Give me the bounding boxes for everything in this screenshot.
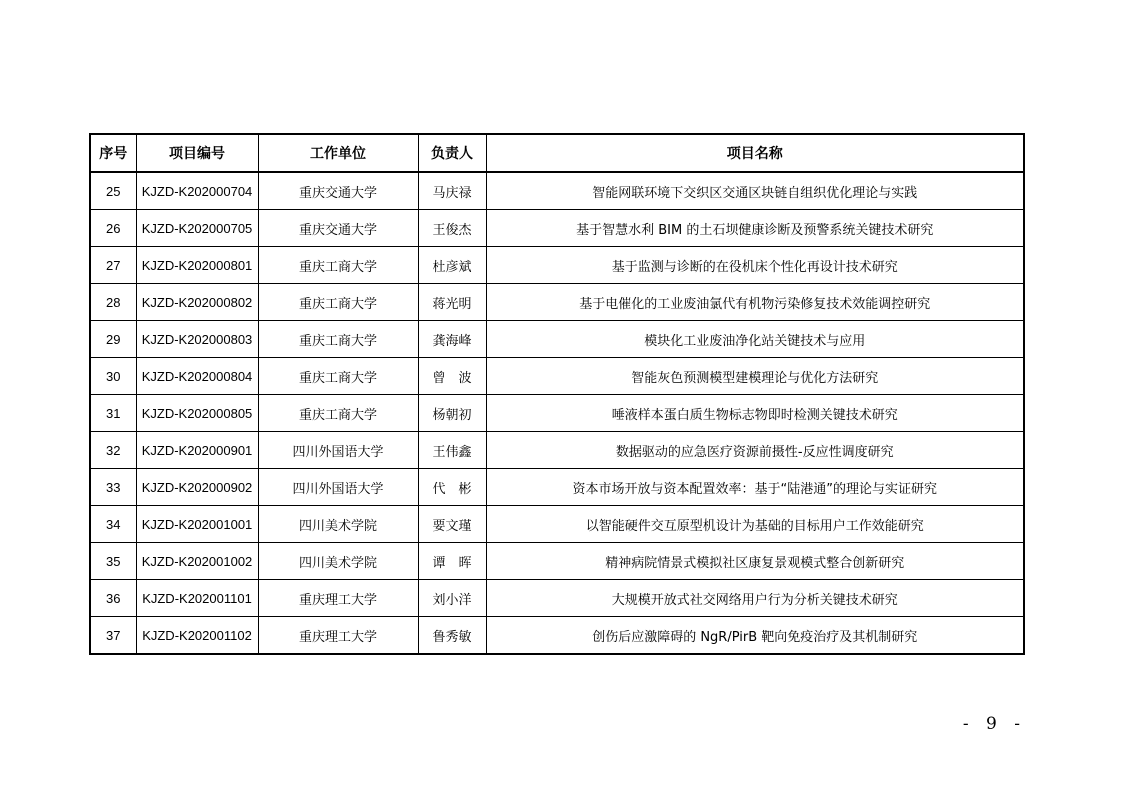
- institution-cell: 重庆工商大学: [258, 395, 418, 432]
- serial-cell: 34: [90, 506, 136, 543]
- table-row: [90, 284, 1024, 321]
- project-code-cell: KJZD-K202001101: [136, 580, 258, 617]
- project-code-cell: KJZD-K202000803: [136, 321, 258, 358]
- institution-cell: 重庆工商大学: [258, 247, 418, 284]
- serial-cell: 31: [90, 395, 136, 432]
- project-name-cell: 模块化工业废油净化站关键技术与应用: [486, 321, 1024, 358]
- table-row: [90, 543, 1024, 580]
- leader-cell: 曾 波: [418, 358, 486, 395]
- table-row: [90, 617, 1024, 655]
- header-project-code: 项目编号: [136, 134, 258, 172]
- table-row: [90, 506, 1024, 543]
- table-row: [90, 247, 1024, 284]
- serial-cell: 27: [90, 247, 136, 284]
- project-code-cell: KJZD-K202000704: [136, 172, 258, 210]
- serial-cell: 30: [90, 358, 136, 395]
- table-row: [90, 580, 1024, 617]
- institution-cell: 四川美术学院: [258, 506, 418, 543]
- header-project-name: 项目名称: [486, 134, 1024, 172]
- institution-cell: 四川美术学院: [258, 543, 418, 580]
- table-row: [90, 358, 1024, 395]
- leader-cell: 王伟鑫: [418, 432, 486, 469]
- project-name-cell: 智能网联环境下交织区交通区块链自组织优化理论与实践: [486, 172, 1024, 210]
- leader-cell: 王俊杰: [418, 210, 486, 247]
- header-institution: 工作单位: [258, 134, 418, 172]
- table-row: [90, 395, 1024, 432]
- serial-cell: 36: [90, 580, 136, 617]
- table-header: [90, 134, 1024, 172]
- project-name-cell: 基于电催化的工业废油氯代有机物污染修复技术效能调控研究: [486, 284, 1024, 321]
- leader-cell: 刘小洋: [418, 580, 486, 617]
- project-code-cell: KJZD-K202001001: [136, 506, 258, 543]
- leader-cell: 谭 晖: [418, 543, 486, 580]
- project-name-cell: 基于智慧水利 BIM 的土石坝健康诊断及预警系统关键技术研究: [486, 210, 1024, 247]
- project-name-cell: 基于监测与诊断的在役机床个性化再设计技术研究: [486, 247, 1024, 284]
- table-row: [90, 469, 1024, 506]
- serial-cell: 29: [90, 321, 136, 358]
- project-table: [89, 133, 1025, 655]
- project-name-cell: 资本市场开放与资本配置效率：基于“陆港通”的理论与实证研究: [486, 469, 1024, 506]
- serial-cell: 25: [90, 172, 136, 210]
- header-row: [90, 134, 1024, 172]
- page-number: - 9 -: [962, 714, 1026, 734]
- institution-cell: 重庆理工大学: [258, 617, 418, 655]
- leader-cell: 代 彬: [418, 469, 486, 506]
- institution-cell: 四川外国语大学: [258, 469, 418, 506]
- project-name-cell: 大规模开放式社交网络用户行为分析关键技术研究: [486, 580, 1024, 617]
- table-row: [90, 210, 1024, 247]
- project-code-cell: KJZD-K202000804: [136, 358, 258, 395]
- institution-cell: 四川外国语大学: [258, 432, 418, 469]
- serial-cell: 26: [90, 210, 136, 247]
- project-code-cell: KJZD-K202001002: [136, 543, 258, 580]
- institution-cell: 重庆理工大学: [258, 580, 418, 617]
- serial-cell: 37: [90, 617, 136, 655]
- project-code-cell: KJZD-K202000705: [136, 210, 258, 247]
- header-leader: 负责人: [418, 134, 486, 172]
- project-name-cell: 创伤后应激障碍的 NgR/PirB 靶向免疫治疗及其机制研究: [486, 617, 1024, 655]
- project-name-cell: 智能灰色预测模型建模理论与优化方法研究: [486, 358, 1024, 395]
- institution-cell: 重庆交通大学: [258, 210, 418, 247]
- table-row: [90, 172, 1024, 210]
- leader-cell: 鲁秀敏: [418, 617, 486, 655]
- project-name-cell: 以智能硬件交互原型机设计为基础的目标用户工作效能研究: [486, 506, 1024, 543]
- serial-cell: 33: [90, 469, 136, 506]
- serial-cell: 32: [90, 432, 136, 469]
- institution-cell: 重庆工商大学: [258, 358, 418, 395]
- project-name-cell: 精神病院情景式模拟社区康复景观模式整合创新研究: [486, 543, 1024, 580]
- project-code-cell: KJZD-K202000805: [136, 395, 258, 432]
- institution-cell: 重庆工商大学: [258, 321, 418, 358]
- leader-cell: 杨朝初: [418, 395, 486, 432]
- serial-cell: 28: [90, 284, 136, 321]
- table-row: [90, 321, 1024, 358]
- leader-cell: 马庆禄: [418, 172, 486, 210]
- project-code-cell: KJZD-K202000901: [136, 432, 258, 469]
- project-code-cell: KJZD-K202000802: [136, 284, 258, 321]
- project-name-cell: 唾液样本蛋白质生物标志物即时检测关键技术研究: [486, 395, 1024, 432]
- project-name-cell: 数据驱动的应急医疗资源前摄性-反应性调度研究: [486, 432, 1024, 469]
- project-code-cell: KJZD-K202000902: [136, 469, 258, 506]
- leader-cell: 蒋光明: [418, 284, 486, 321]
- header-serial: 序号: [90, 134, 136, 172]
- institution-cell: 重庆交通大学: [258, 172, 418, 210]
- leader-cell: 龚海峰: [418, 321, 486, 358]
- table-row: [90, 432, 1024, 469]
- leader-cell: 杜彦斌: [418, 247, 486, 284]
- serial-cell: 35: [90, 543, 136, 580]
- project-code-cell: KJZD-K202001102: [136, 617, 258, 655]
- table-body: [90, 172, 1024, 654]
- leader-cell: 要文瑾: [418, 506, 486, 543]
- institution-cell: 重庆工商大学: [258, 284, 418, 321]
- project-code-cell: KJZD-K202000801: [136, 247, 258, 284]
